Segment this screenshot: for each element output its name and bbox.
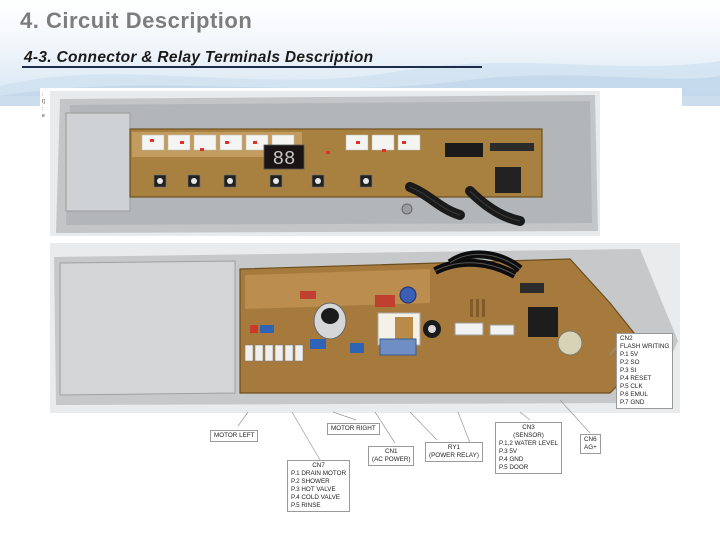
- cn2-line: FLASH WRITING: [620, 343, 670, 350]
- cn2-line: P.5 CLK: [620, 383, 643, 390]
- cn7-line: P.5 RINSE: [291, 502, 321, 509]
- label-cn3: [495, 422, 562, 474]
- label-motor-right: [327, 423, 380, 435]
- cn2-line: CN2: [620, 335, 633, 342]
- cn7-line: P.3 HOT VALVE: [291, 486, 336, 493]
- edge-fragment: : I] : e: [42, 92, 45, 119]
- cn6-line: CN6: [584, 436, 597, 443]
- photo-main-pcb: [50, 243, 680, 413]
- cn1-line: CN1: [384, 448, 398, 455]
- cn2-line: P.6 EMUL: [620, 391, 648, 398]
- cn7-line: P.2 SHOWER: [291, 478, 330, 485]
- cn3-line: CN3: [522, 424, 535, 431]
- cn3-line: P.5 DOOR: [499, 464, 529, 471]
- label-cn2: [616, 333, 673, 409]
- cn2-line: P.7 GND: [620, 399, 645, 406]
- slide-subtitle: 4-3. Connector & Relay Terminals Description: [24, 49, 374, 66]
- cn2-line: P.1 5V: [620, 351, 639, 358]
- cn2-line: P.4 RESET: [620, 375, 652, 382]
- label-motor-left: [210, 430, 258, 442]
- cn1-line: (AC POWER): [372, 456, 411, 463]
- label-cn7: [287, 460, 350, 512]
- ry1-line: RY1: [447, 444, 461, 451]
- cn7-line: CN7: [312, 462, 325, 469]
- photo-display-pcb: [50, 91, 600, 236]
- cn3-line: P.1,2 WATER LEVEL: [499, 440, 559, 447]
- ry1-line: (POWER RELAY): [429, 452, 479, 459]
- cn3-line: (SENSOR): [513, 432, 544, 439]
- motor-right-text: MOTOR RIGHT: [331, 425, 376, 432]
- cn7-line: P.1 DRAIN MOTOR: [291, 470, 347, 477]
- label-cn1: [368, 446, 414, 466]
- cn3-line: P.3 5V: [499, 448, 518, 455]
- cn2-line: P.2 SO: [620, 359, 640, 366]
- motor-left-text: MOTOR LEFT: [214, 432, 255, 439]
- seven-segment-digits: 88: [272, 148, 296, 170]
- label-cn6: [580, 434, 601, 454]
- cn2-line: P.3 SI: [620, 367, 637, 374]
- cn7-line: P.4 COLD VALVE: [291, 494, 340, 501]
- cn3-line: P.4 GND: [499, 456, 524, 463]
- subtitle-underline: [22, 66, 482, 68]
- cn6-line: AG+: [584, 444, 597, 451]
- label-ry1: [425, 442, 483, 462]
- slide-title: 4. Circuit Description: [20, 8, 253, 33]
